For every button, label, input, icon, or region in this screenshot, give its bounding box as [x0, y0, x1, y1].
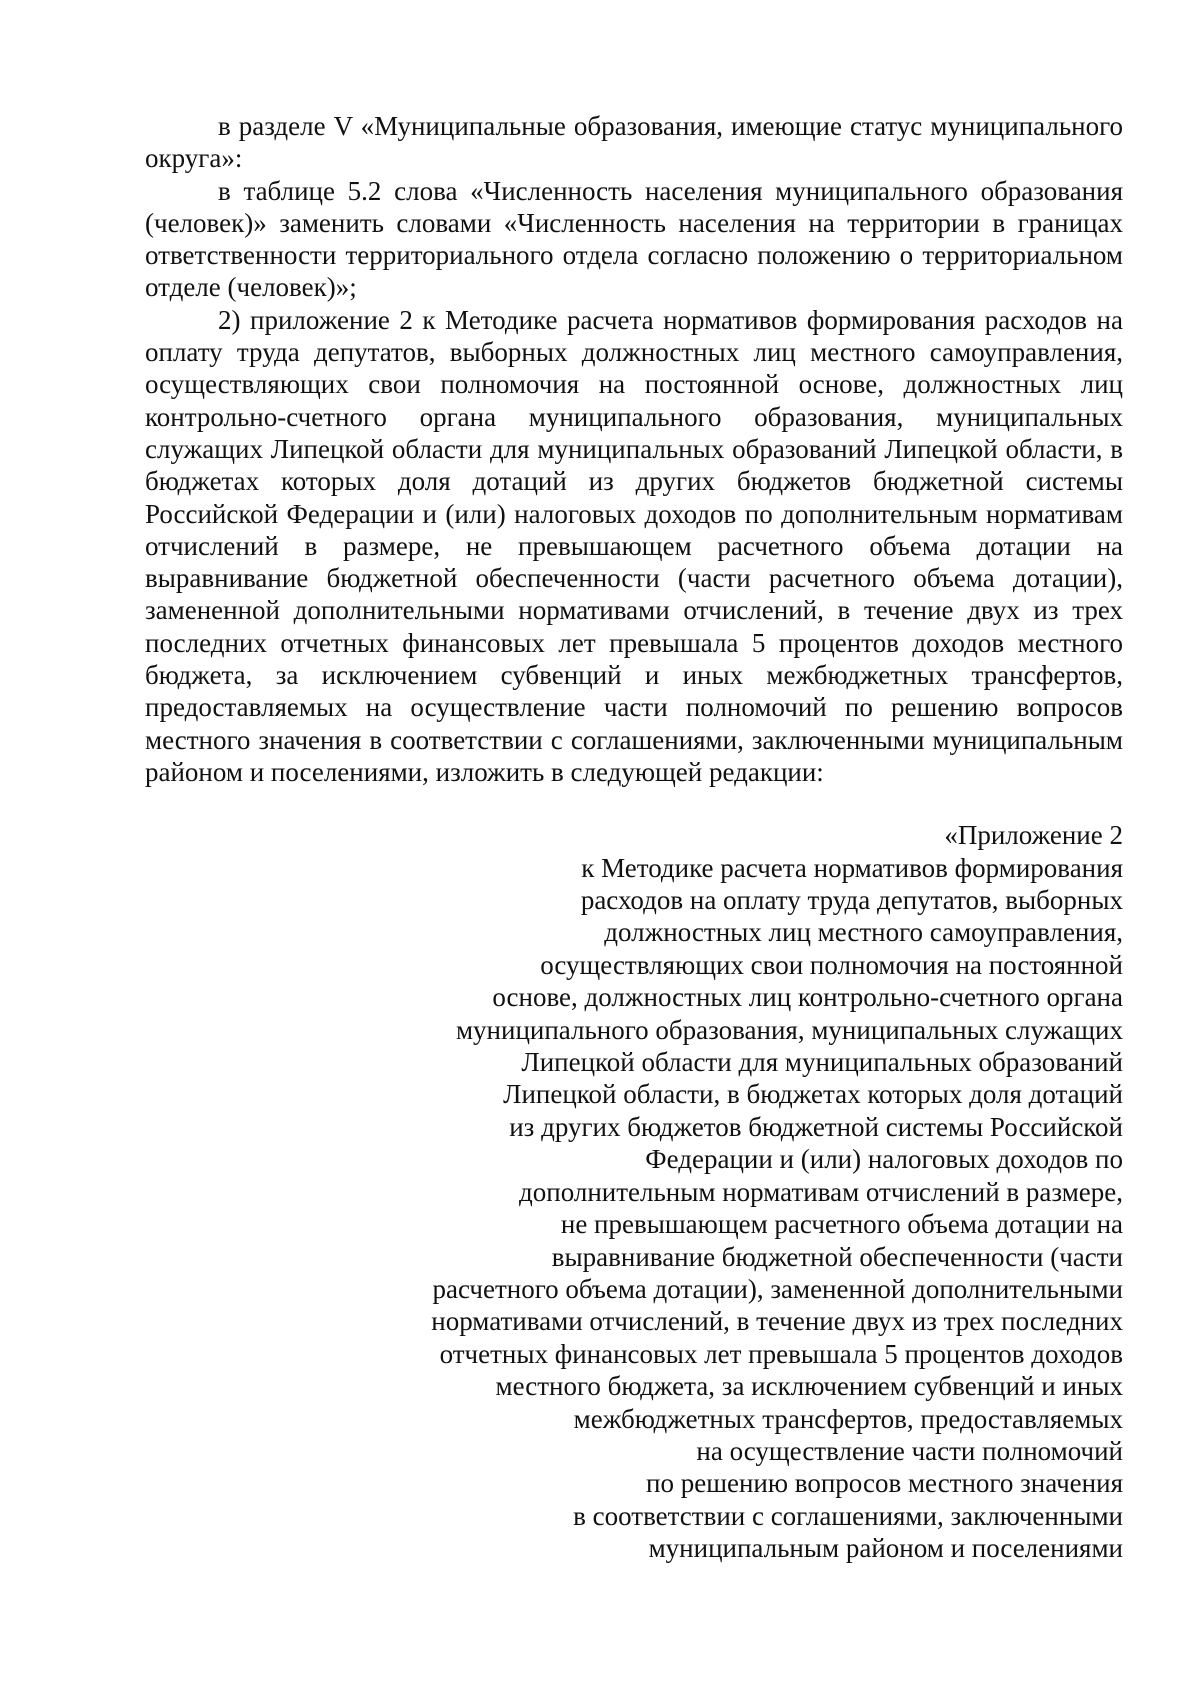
- appendix-line: на осуществление части полномочий: [696, 1435, 1123, 1466]
- document-page: [145, 110, 1123, 1565]
- paragraph-section-v: в разделе V «Муниципальные образования, имеющие статус муниципального округа»:: [145, 111, 1123, 174]
- appendix-line: дополнительным нормативам отчислений в размере,: [519, 1176, 1123, 1207]
- appendix-line: Липецкой области, в бюджетах которых доля дотаций: [503, 1079, 1123, 1110]
- appendix-line: отчетных финансовых лет превышала 5 процентов доходов: [439, 1338, 1123, 1369]
- appendix-line: основе, должностных лиц контрольно-счетного органа: [492, 982, 1123, 1013]
- appendix-line: межбюджетных трансфертов, предоставляемых: [573, 1403, 1123, 1434]
- appendix-line: Липецкой области для муниципальных образований: [521, 1047, 1123, 1078]
- appendix-header: [145, 819, 1123, 1564]
- appendix-line: нормативами отчислений, в течение двух из трех последних: [431, 1306, 1123, 1337]
- paragraph-appendix-2-amendment: 2) приложение 2 к Методике расчета нормативов формирования расходов на оплату труда депутатов, выборных должностных лиц местного самоуправления, осуществляющих свои полномочия на постоянной основе, должностных лиц контрольно-счетного органа муниципального образования, муниципальных служащих Липецкой области для муниципальных образований Липецкой области, в бюджетах которых доля дотаций из других бюджетов бюджетной системы Российской Федерации и (или) налоговых доходов по дополнительным нормативам отчислений в размере, не превышающем расчетного объема дотации на выравнивание бюджетной обеспеченности (части расчетного объема дотации), замененной дополнительными нормативами отчислений, в течение двух из трех последних отчетных финансовых лет превышала 5 процентов доходов местного бюджета, за исключением субвенций и иных межбюджетных трансфертов, предоставляемых на осуществление части полномочий по решению вопросов местного значения в соответствии с соглашениями, заключенными муниципальным районом и поселениями, изложить в следующей редакции:: [145, 304, 1123, 787]
- appendix-line: выравнивание бюджетной обеспеченности (части: [551, 1241, 1123, 1272]
- appendix-line: по решению вопросов местного значения: [646, 1468, 1123, 1499]
- appendix-line: в соответствии с соглашениями, заключенными: [573, 1500, 1123, 1531]
- appendix-line: муниципального образования, муниципальных служащих: [455, 1014, 1123, 1045]
- appendix-line: осуществляющих свои полномочия на постоянной: [540, 949, 1123, 980]
- appendix-line: из других бюджетов бюджетной системы Российской: [509, 1111, 1123, 1142]
- appendix-line: расходов на оплату труда депутатов, выборных: [580, 885, 1123, 916]
- appendix-line: муниципальным районом и поселениями: [648, 1533, 1123, 1564]
- appendix-line: местного бюджета, за исключением субвенций и иных: [495, 1371, 1123, 1402]
- appendix-line: Федерации и (или) налоговых доходов по: [645, 1144, 1123, 1175]
- paragraph-table-5-2: в таблице 5.2 слова «Численность населения муниципального образования (человек)» заменить словами «Численность населения на территории в границах ответственности территориального отдела согласно положению о территориальном отделе (человек)»;: [145, 175, 1123, 303]
- appendix-line: к Методике расчета нормативов формирования: [581, 852, 1123, 883]
- appendix-line: расчетного объема дотации), замененной дополнительными: [432, 1273, 1123, 1304]
- appendix-line: должностных лиц местного самоуправления,: [604, 917, 1123, 948]
- appendix-line: «Приложение 2: [944, 820, 1123, 851]
- appendix-line: не превышающем расчетного объема дотации на: [560, 1209, 1123, 1240]
